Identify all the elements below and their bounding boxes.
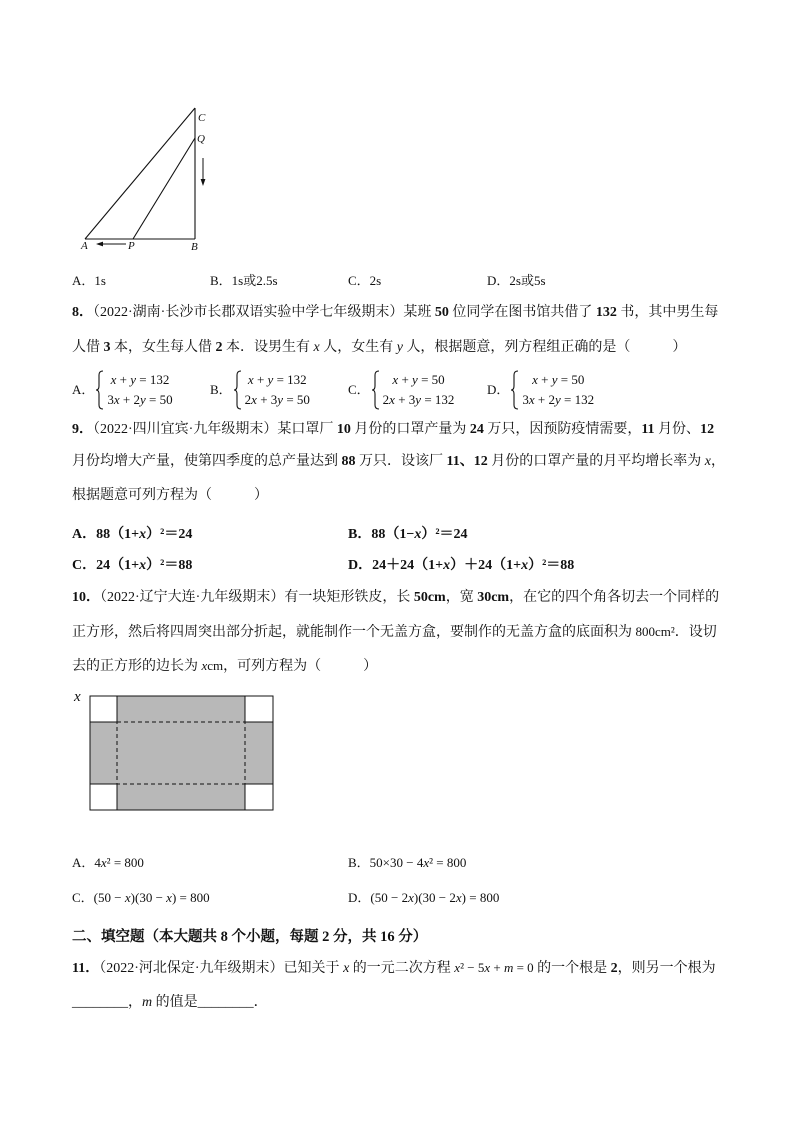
number-value: 50cm	[413, 590, 446, 605]
q9-line-1	[72, 420, 714, 440]
equation-1: x + y = 50	[392, 372, 445, 387]
option-letter: D．	[348, 890, 371, 905]
equation-1: x + y = 132	[247, 372, 307, 387]
number-value: 50	[434, 305, 449, 320]
option-text: 2s	[369, 273, 382, 288]
option-letter: B．	[348, 855, 370, 870]
option-formula: 24＋24（1+x）＋24（1+x）²＝88	[372, 558, 575, 573]
q10-line-1	[72, 588, 719, 608]
variable: x	[201, 658, 208, 673]
area-value: 800cm²	[635, 624, 675, 639]
q8-option-b	[210, 370, 310, 410]
q8-option-c	[348, 370, 454, 410]
option-formula: 50×30 − 4x² = 800	[369, 855, 467, 870]
number-value: 88	[341, 454, 356, 469]
option-letter: A．	[72, 855, 95, 870]
label-b: B	[191, 241, 198, 253]
question-text: 书，其中男生每	[616, 305, 719, 320]
question-text: ．	[253, 995, 268, 1010]
corner-square-bottom-right	[245, 784, 273, 810]
option-letter: B．	[348, 527, 372, 542]
question-text: （2022·河北保定·九年级期末）已知关于	[99, 961, 344, 976]
number-value: 12	[700, 422, 715, 437]
question-number: 8．	[72, 305, 93, 320]
equation-system	[245, 370, 310, 410]
left-arrow-head-icon	[96, 242, 103, 247]
option-letter: A．	[72, 273, 95, 288]
q10-line-2	[72, 622, 717, 642]
option-letter: D．	[487, 382, 510, 397]
equation-2: 3x + 2y = 132	[522, 392, 595, 407]
option-formula: (50 − 2x)(30 − 2x) = 800	[370, 890, 500, 905]
equation-2: 3x + 2y = 50	[107, 392, 173, 407]
option-letter: C．	[348, 382, 370, 397]
label-a: A	[81, 240, 88, 252]
option-letter: C．	[72, 558, 97, 573]
q11-line-2	[72, 993, 268, 1013]
left-brace-icon	[510, 370, 519, 410]
q9-line-2	[72, 452, 725, 472]
question-text: 的一个根是	[533, 961, 611, 976]
question-text: 本．设男生有	[222, 340, 314, 355]
question-number: 11．	[72, 961, 100, 976]
q8-option-d	[487, 370, 594, 410]
variable: y	[396, 340, 403, 355]
question-text: 人，根据题意，列方程组正确的是（ ）	[402, 340, 687, 355]
variable: m	[142, 995, 153, 1010]
unit: cm	[207, 658, 224, 673]
question-text: 根据题意可列方程为（ ）	[72, 488, 268, 503]
equation-2: 2x + 3y = 50	[244, 392, 310, 407]
label-x: x	[74, 689, 81, 705]
question-number: 10．	[72, 590, 100, 605]
q10-option-b	[348, 853, 466, 874]
option-letter: C．	[72, 890, 94, 905]
left-brace-icon	[233, 370, 242, 410]
equation-system	[522, 370, 594, 410]
variable: x	[704, 454, 711, 469]
question-text: ，宽	[445, 590, 478, 605]
corner-square-top-right	[245, 696, 273, 722]
q7-option-b	[210, 271, 278, 291]
number-value: 30cm	[477, 590, 510, 605]
down-arrow-head-icon	[201, 179, 206, 186]
corner-square-bottom-left	[90, 784, 117, 810]
option-formula: 88（1−x）²＝24	[371, 527, 468, 542]
question-text: ，可列方程为（ ）	[223, 659, 378, 674]
q9-option-a	[72, 525, 192, 545]
equation-system	[383, 370, 455, 410]
question-text: 本，女生每人借	[110, 340, 216, 355]
side-ac	[85, 108, 195, 239]
question-text: 月份的口罩产量为	[350, 422, 470, 437]
q8-option-a	[72, 370, 173, 410]
q11-line-1	[72, 958, 716, 978]
question-text: 人借	[72, 340, 104, 355]
number-value: 3	[103, 340, 111, 355]
section-heading: 二、填空题（本大题共 8 个小题，每题 2 分，共 16 分）	[72, 929, 428, 945]
q8-line-2	[72, 338, 686, 358]
equation-1: x + y = 50	[532, 372, 585, 387]
option-formula: 24（1+x）²＝88	[96, 558, 193, 573]
equation-1: x + y = 132	[110, 372, 170, 387]
option-letter: D．	[348, 558, 373, 573]
question-number: 9．	[72, 422, 93, 437]
question-text: 万只．设该厂	[355, 454, 447, 469]
option-letter: A．	[72, 382, 95, 397]
answer-blank: ________	[72, 995, 128, 1010]
segment-pq	[133, 138, 195, 239]
question-text: 月份的口罩产量的月平均增长率为	[487, 454, 705, 469]
variable: x	[343, 961, 350, 976]
option-text: 2s或5s	[509, 273, 546, 288]
answer-blank: ________	[197, 995, 254, 1010]
question-text: 位同学在图书馆共借了	[448, 305, 596, 320]
option-letter: A．	[72, 527, 97, 542]
q9-option-d	[348, 556, 574, 576]
question-text: ．设切	[674, 625, 717, 640]
option-text: 1s或2.5s	[231, 273, 278, 288]
label-c: C	[198, 112, 206, 124]
q10-option-c	[72, 888, 210, 909]
question-text: 月份、	[654, 422, 701, 437]
question-text: 人，女生有	[319, 340, 397, 355]
option-letter: C．	[348, 273, 370, 288]
q10-option-a	[72, 853, 144, 874]
number-value: 11	[641, 422, 655, 437]
number-value: 2	[610, 961, 618, 976]
option-letter: B．	[210, 382, 232, 397]
q7-option-c	[348, 271, 381, 291]
number-value: 11、12	[446, 454, 488, 469]
equation-2: 2x + 3y = 132	[382, 392, 455, 407]
q10-option-d	[348, 888, 499, 909]
option-letter: D．	[487, 273, 510, 288]
q9-line-3	[72, 486, 268, 506]
question-text: 正方形，然后将四周突出部分折起，就能制作一个无盖方盒，要制作的无盖方盒的底面积为	[72, 625, 636, 640]
number-value: 10	[336, 422, 351, 437]
q9-option-c	[72, 556, 192, 576]
left-brace-icon	[371, 370, 380, 410]
number-value: 24	[469, 422, 484, 437]
equation-system	[107, 370, 172, 410]
q8-line-1	[72, 303, 718, 323]
option-formula: 88（1+x）²＝24	[96, 527, 193, 542]
number-value: 2	[215, 340, 223, 355]
question-text: ，	[710, 454, 725, 469]
q7-option-a	[72, 271, 106, 291]
question-text: 万只，因预防疫情需要，	[483, 422, 642, 437]
label-q: Q	[197, 133, 205, 145]
question-text: 月份均增大产量，使第四季度的总产量达到	[72, 454, 342, 469]
sheet-metal-figure	[70, 685, 280, 815]
corner-square-top-left	[90, 696, 117, 722]
equation: x² − 5x + m = 0	[454, 960, 534, 975]
question-text: ，在它的四个角各切去一个同样的	[509, 590, 720, 605]
label-p: P	[128, 240, 135, 252]
q10-line-3	[72, 656, 377, 676]
question-text: 的值是	[152, 995, 198, 1010]
triangle-figure	[70, 100, 220, 255]
question-text: （2022·湖南·长沙市长郡双语实验中学七年级期末）某班	[93, 305, 435, 320]
left-brace-icon	[95, 370, 104, 410]
q7-option-d	[487, 271, 546, 291]
option-text: 1s	[94, 273, 106, 288]
question-text: （2022·四川宜宾·九年级期末）某口罩厂	[93, 422, 337, 437]
question-text: 去的正方形的边长为	[72, 659, 202, 674]
question-text: ，	[128, 995, 142, 1010]
option-formula: 4x² = 800	[94, 855, 144, 870]
question-text: （2022·辽宁大连·九年级期末）有一块矩形铁皮，长	[100, 590, 414, 605]
variable: x	[313, 340, 320, 355]
q9-option-b	[348, 525, 468, 545]
number-value: 132	[595, 305, 617, 320]
option-letter: B．	[210, 273, 232, 288]
question-text: 的一元二次方程	[349, 961, 455, 976]
option-formula: (50 − x)(30 − x) = 800	[93, 890, 210, 905]
question-text: ，则另一个根为	[617, 961, 716, 976]
